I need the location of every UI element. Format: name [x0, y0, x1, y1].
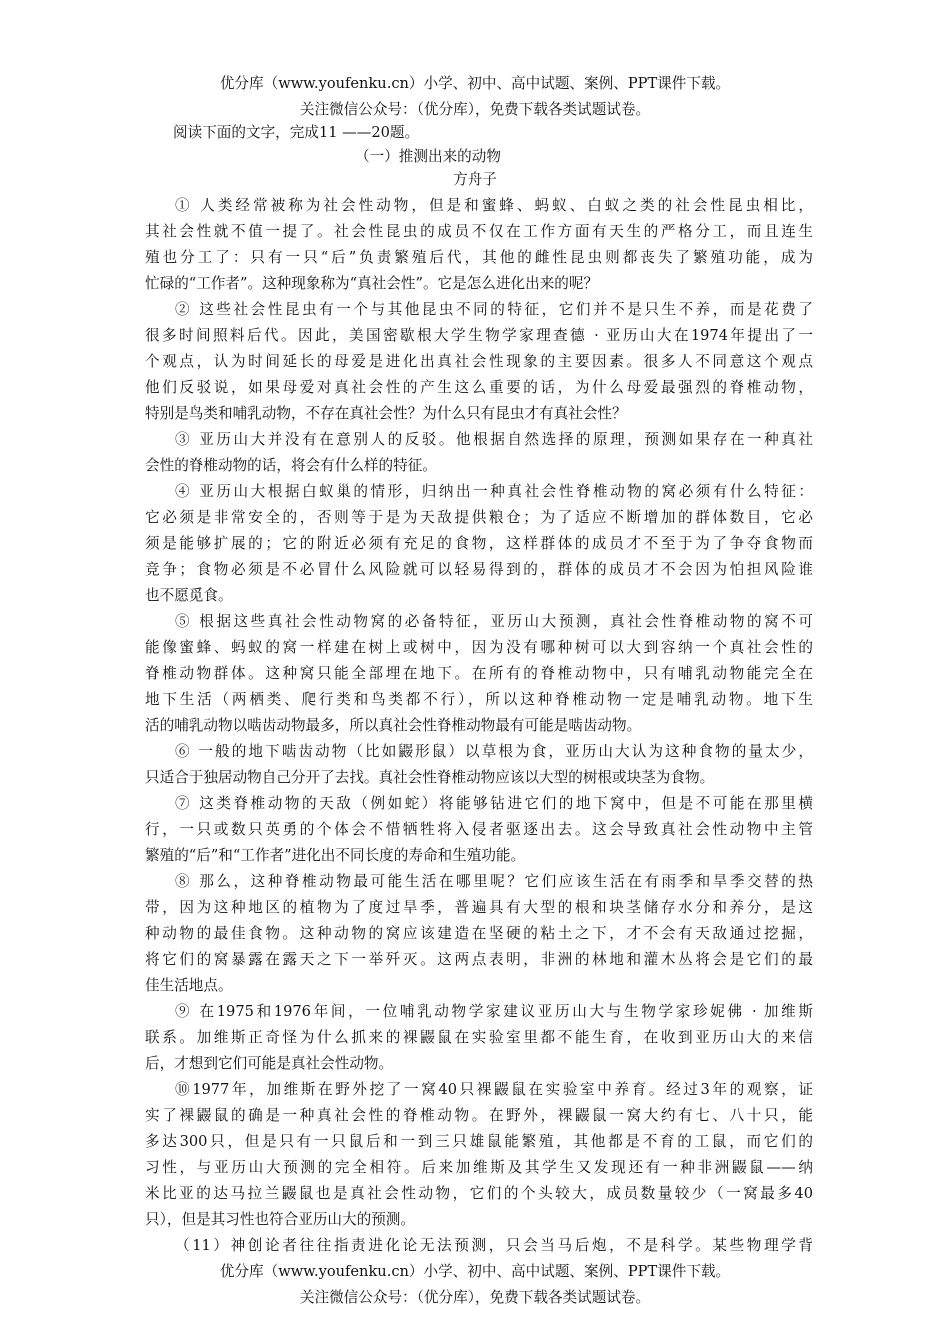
header-line-1: 优分库（www.youfenku.cn）小学、初中、高中试题、案例、PPT课件下载。 [219, 75, 731, 92]
section-title: （一）推测出来的动物 [355, 148, 501, 165]
paragraph-9-line: ⑨ 在1975和1976年间，一位哺乳动物学家建议亚历山大与生物学家珍妮佛 · 加维斯 [175, 1003, 813, 1020]
paragraph-1-line: 忙碌的“工作者”。这种现象称为“真社会性”。它是怎么进化出来的呢？ [145, 275, 599, 292]
paragraph-5-line: 地下生活（两栖类、爬行类和鸟类都不行），所以这种脊椎动物一定是哺乳动物。地下生 [145, 691, 813, 708]
paragraph-8-line: 种动物的最佳食物。这种动物的窝应该建造在坚硬的粘土之下，才不会有天敌通过挖掘， [145, 925, 813, 942]
paragraph-4-line: 须是能够扩展的；它的附近必须有充足的食物，这样群体的成员才不至于为了争夺食物而 [145, 535, 813, 552]
paragraph-1-line: 其社会性就不值一提了。社会性昆虫的成员不仅在工作方面有天生的严格分工，而且连生 [145, 223, 813, 240]
paragraph-1-line: ① 人类经常被称为社会性动物，但是和蜜蜂、蚂蚁、白蚁之类的社会性昆虫相比， [175, 197, 813, 214]
paragraph-5-line: 能像蜜蜂、蚂蚁的窝一样建在树上或树中，因为没有哪种树可以大到容纳一个真社会性的 [145, 639, 813, 656]
paragraph-3-line: 会性的脊椎动物的话，将会有什么样的特征。 [145, 457, 437, 474]
paragraph-10-line: 实了裸鼹鼠的确是一种真社会性的脊椎动物。在野外，裸鼹鼠一窝大约有七、八十只，能 [145, 1107, 813, 1124]
paragraph-8-line: ⑧ 那么，这种脊椎动物最可能生活在哪里呢？它们应该生活在有雨季和旱季交替的热 [175, 873, 813, 890]
paragraph-2-line: 很多时间照料后代。因此，美国密歇根大学生物学家理查德 · 亚历山大在1974年提出了一 [145, 327, 813, 344]
paragraph-7-line: ⑦ 这类脊椎动物的天敌（例如蛇）将能够钻进它们的地下窝中，但是不可能在那里横 [175, 795, 813, 812]
paragraph-4-line: 竞争；食物必须是不必冒什么风险就可以轻易得到的，群体的成员才不会因为怕担风险谁 [145, 561, 813, 578]
header-line-2: 关注微信公众号：（优分库），免费下载各类试题试卷。 [299, 101, 651, 118]
paragraph-5-line: ⑤ 根据这些真社会性动物窝的必备特征，亚历山大预测，真社会性脊椎动物的窝不可 [175, 613, 813, 630]
paragraph-2-line: 特别是鸟类和哺乳动物，不存在真社会性？为什么只有昆虫才有真社会性？ [145, 405, 627, 422]
paragraph-8-line: 将它们的窝暴露在露天之下一举歼灭。这两点表明，非洲的林地和灌木丛将会是它们的最 [145, 951, 813, 968]
paragraph-5-line: 脊椎动物群体。这种窝只能全部埋在地下。在所有的脊椎动物中，只有哺乳动物能完全在 [145, 665, 813, 682]
paragraph-10-line: 多达300只，但是只有一只鼠后和一到三只雄鼠能繁殖，其他都是不育的工鼠，而它们的 [145, 1133, 813, 1150]
author: 方舟子 [453, 171, 497, 188]
paragraph-10-line: 只），但是其习性也符合亚历山大的预测。 [145, 1211, 415, 1228]
paragraph-6-line: 只适合于独居动物自己分开了去找。真社会性脊椎动物应该以大型的树根或块茎为食物。 [145, 769, 715, 786]
paragraph-9-line: 后，才想到它们可能是真社会性动物。 [145, 1055, 394, 1072]
paragraph-6-line: ⑥ 一般的地下啮齿动物（比如鼹形鼠）以草根为食，亚历山大认为这种食物的量太少， [175, 743, 813, 760]
paragraph-1-line: 殖也分工了：只有一只“后”负责繁殖后代，其他的雌性昆虫则都丧失了繁殖功能，成为 [145, 249, 813, 266]
paragraph-7-line: 行，一只或数只英勇的个体会不惜牺牲将入侵者驱逐出去。这会导致真社会性动物中主管 [145, 821, 813, 838]
footer-line-2: 关注微信公众号：（优分库），免费下载各类试题试卷。 [299, 1289, 651, 1306]
paragraph-10-line: ⑩1977年，加维斯在野外挖了一窝40只裸鼹鼠在实验室中养育。经过3年的观察，证 [175, 1081, 813, 1098]
instruction: 阅读下面的文字，完成11 ——20题。 [173, 124, 420, 141]
paragraph-2-line: 他们反驳说，如果母爱对真社会性的产生这么重要的话，为什么母爱最强烈的脊椎动物， [145, 379, 813, 396]
paragraph-8-line: 佳生活地点。 [145, 977, 233, 994]
paragraph-7-line: 繁殖的“后”和“工作者”进化出不同长度的寿命和生殖功能。 [145, 847, 526, 864]
footer-line-1: 优分库（www.youfenku.cn）小学、初中、高中试题、案例、PPT课件下载。 [219, 1263, 731, 1280]
paragraph-2-line: 个观点，认为时间延长的母爱是进化出真社会性现象的主要因素。很多人不同意这个观点 [145, 353, 813, 370]
paragraph-4-line: 它必须是非常安全的，否则等于是为天敌提供粮仓；为了适应不断增加的群体数目，它必 [145, 509, 813, 526]
paragraph-8-line: 带，因为这种地区的植物为了度过旱季，普遍具有大型的根和块茎储存水分和养分，是这 [145, 899, 813, 916]
paragraph-4-line: ④ 亚历山大根据白蚁巢的情形，归纳出一种真社会性脊椎动物的窝必须有什么特征： [175, 483, 813, 500]
paragraph-9-line: 联系。加维斯正奇怪为什么抓来的裸鼹鼠在实验室里都不能生育，在收到亚历山大的来信 [145, 1029, 813, 1046]
paragraph-2-line: ② 这些社会性昆虫有一个与其他昆虫不同的特征，它们并不是只生不养，而是花费了 [175, 301, 813, 318]
paragraph-11-line: （11）神创论者往往指责进化论无法预测，只会当马后炮，不是科学。某些物理学背 [175, 1237, 813, 1254]
paragraph-4-line: 也不愿觅食。 [145, 587, 233, 604]
paragraph-10-line: 米比亚的达马拉兰鼹鼠也是真社会性动物，它们的个头较大，成员数量较少（一窝最多40 [145, 1185, 813, 1202]
paragraph-3-line: ③ 亚历山大并没有在意别人的反驳。他根据自然选择的原理，预测如果存在一种真社 [175, 431, 813, 448]
paragraph-10-line: 习性，与亚历山大预测的完全相符。后来加维斯及其学生又发现还有一种非洲鼹鼠——纳 [145, 1159, 813, 1176]
paragraph-5-line: 活的哺乳动物以啮齿动物最多，所以真社会性脊椎动物最有可能是啮齿动物。 [145, 717, 642, 734]
